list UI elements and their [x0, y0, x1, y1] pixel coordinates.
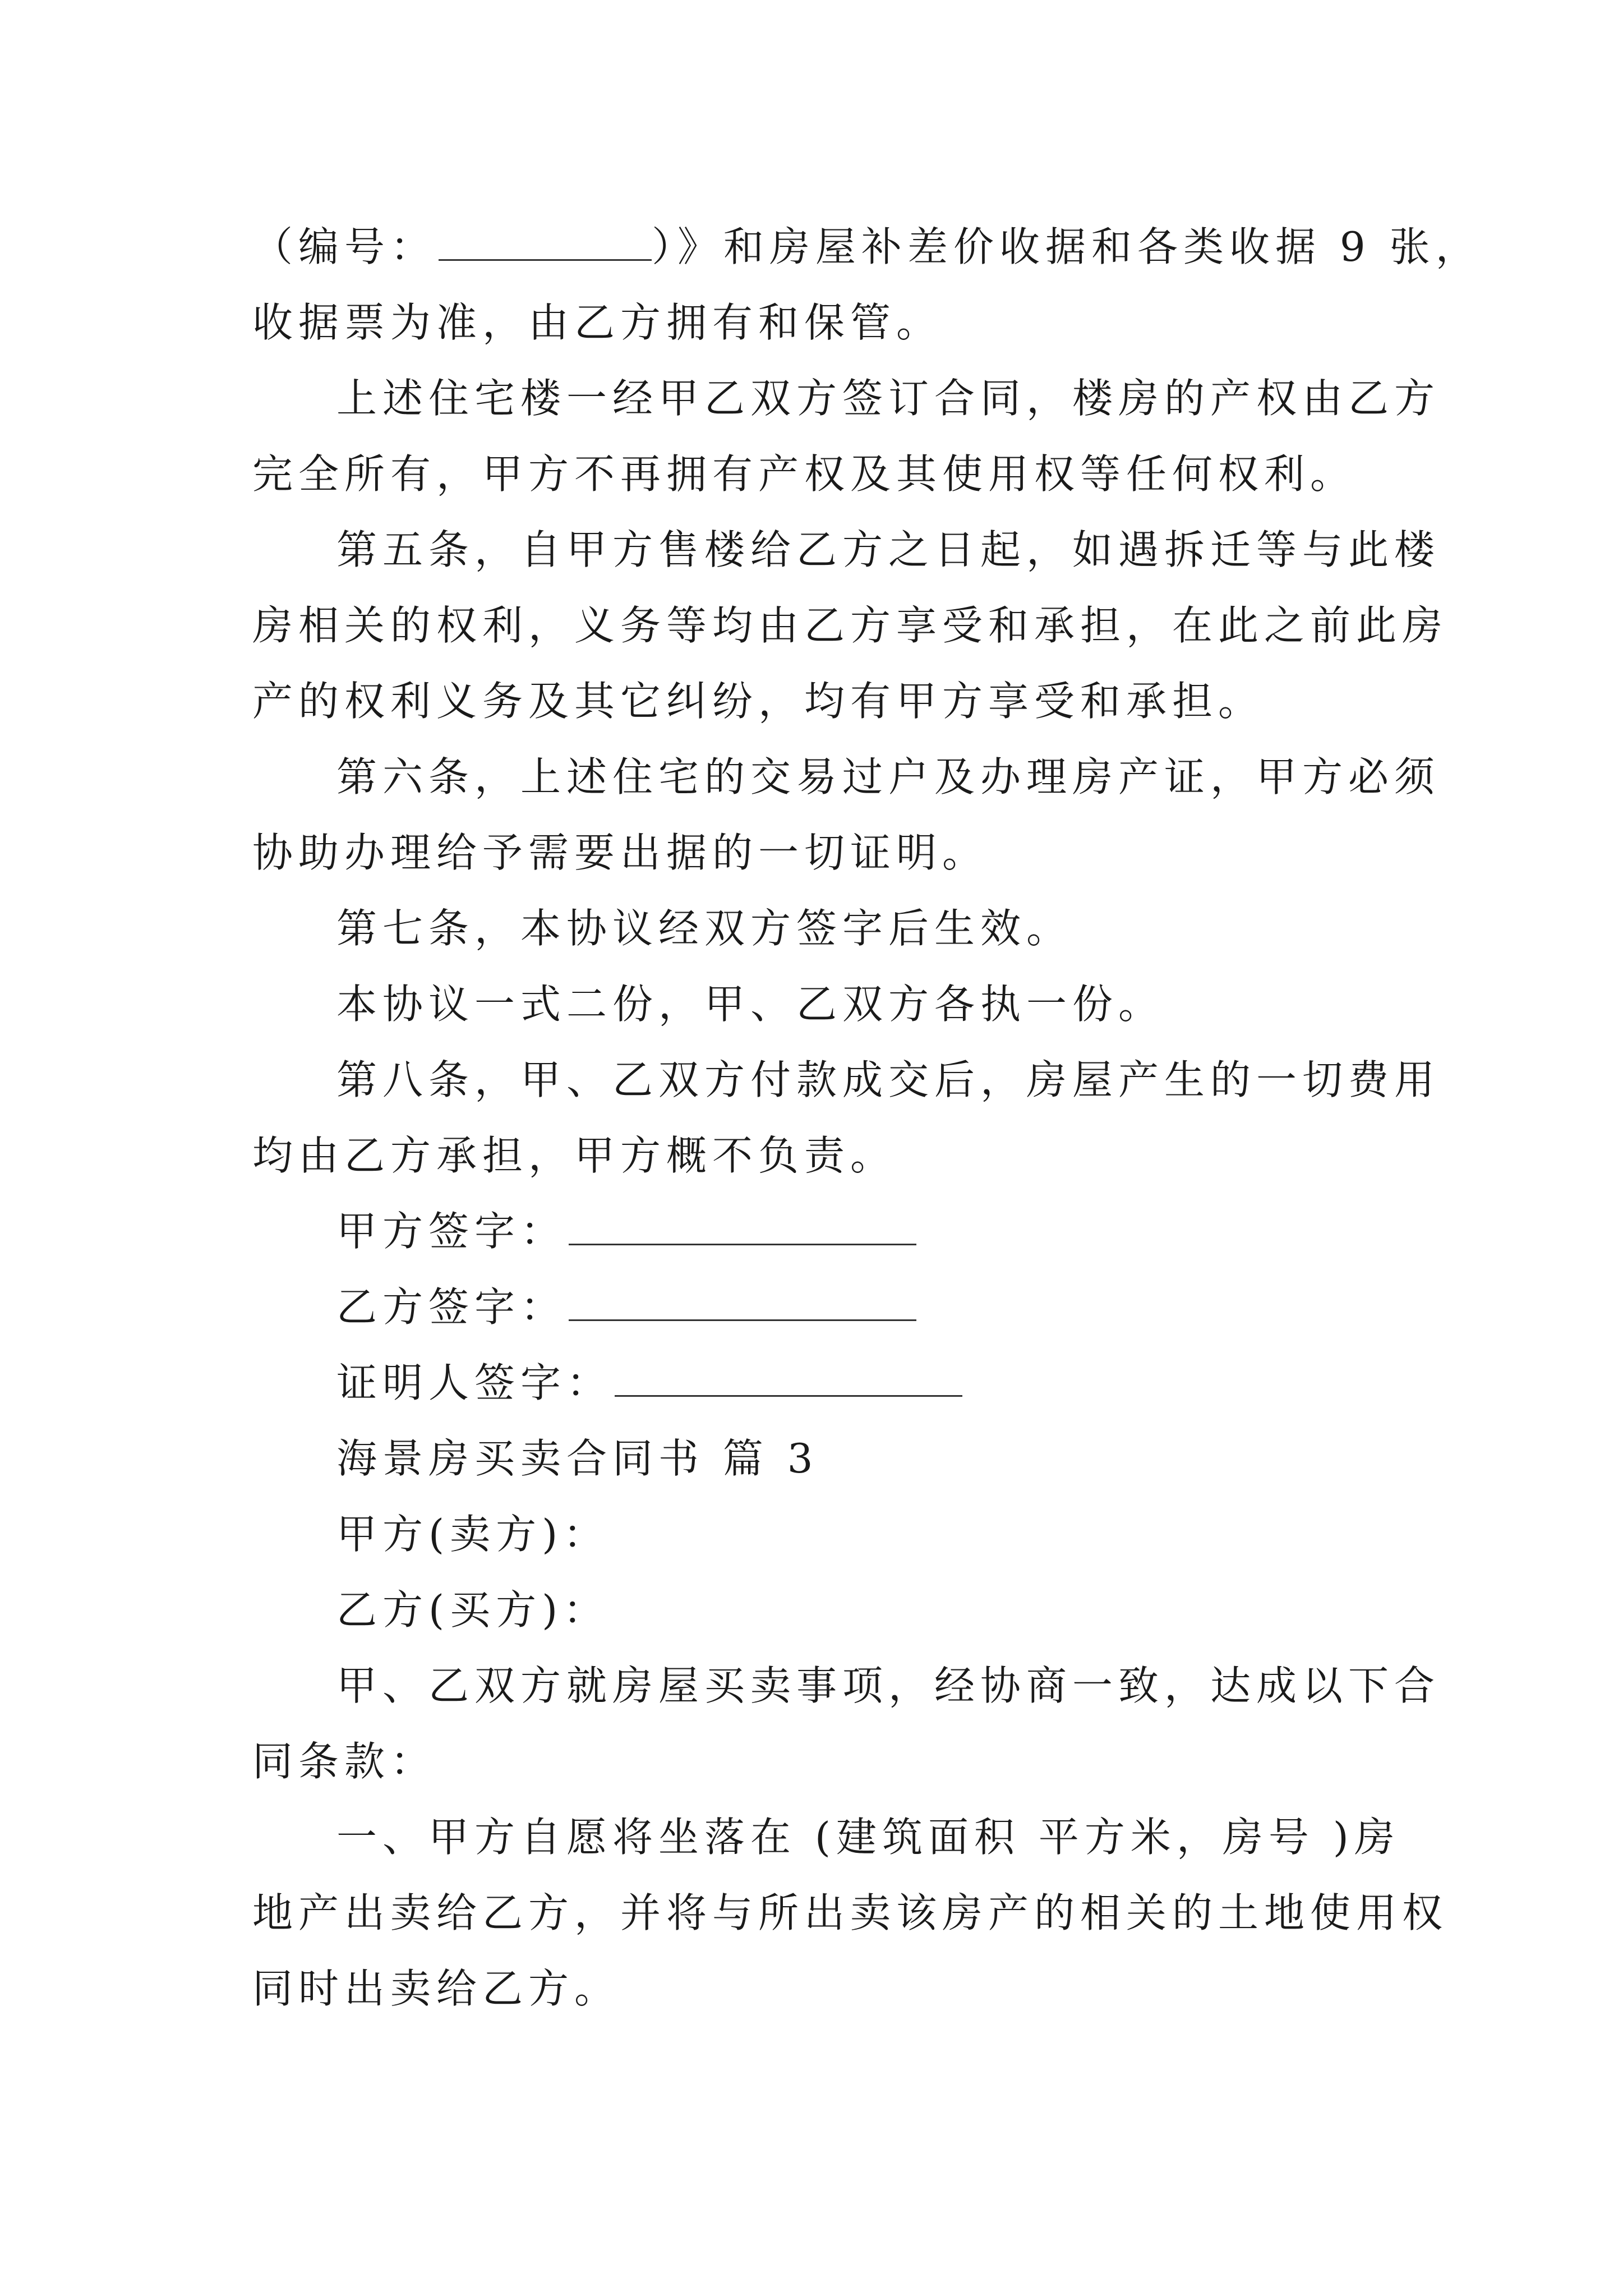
- party-a-signature-line: [336, 1206, 916, 1257]
- witness-signature-line: [336, 1358, 962, 1408]
- paragraph-line: 协助办理给予需要出据的一切证明。: [252, 829, 989, 876]
- paragraph-line: 均由乙方承担，甲方概不负责。: [252, 1132, 897, 1179]
- paragraph-line: 上述住宅楼一经甲乙双方签订合同，楼房的产权由乙方: [336, 375, 1441, 422]
- signature-label: 乙方签字：: [336, 1283, 567, 1331]
- signature-label: 证明人签字：: [336, 1359, 613, 1406]
- signature-blank: [569, 1212, 916, 1245]
- signature-blank: [615, 1364, 962, 1397]
- paragraph-line: [252, 222, 1482, 272]
- paragraph-line: 同时出卖给乙方。: [252, 1965, 621, 2012]
- paragraph-line: 同条款：: [252, 1738, 437, 1785]
- fill-in-blank: [439, 228, 652, 261]
- paragraph-line: 甲、乙双方就房屋买卖事项，经协商一致，达成以下合: [336, 1662, 1441, 1709]
- party-b-signature-line: [336, 1282, 916, 1332]
- article-5-line: 第五条，自甲方售楼给乙方之日起，如遇拆迁等与此楼: [336, 526, 1441, 573]
- line-text: ）》和房屋补差价收据和各类收据 9 张，: [652, 223, 1482, 270]
- clause-1-line: 一、甲方自愿将坐落在 (建筑面积 平方米，房号 )房: [336, 1814, 1400, 1861]
- party-a-line: 甲方(卖方)：: [336, 1511, 610, 1558]
- paragraph-line: 产的权利义务及其它纠纷，均有甲方享受和承担。: [252, 678, 1265, 725]
- signature-blank: [569, 1288, 916, 1321]
- paragraph-line: 房相关的权利，义务等均由乙方享受和承担，在此之前此房: [252, 602, 1449, 649]
- paragraph-line: 收据票为准，由乙方拥有和保管。: [252, 299, 943, 346]
- signature-label: 甲方签字：: [336, 1208, 567, 1255]
- line-text: （编号：: [252, 223, 437, 270]
- party-b-line: 乙方(买方)：: [336, 1586, 610, 1634]
- paragraph-line: 本协议一式二份，甲、乙双方各执一份。: [336, 981, 1165, 1028]
- article-7-line: 第七条，本协议经双方签字后生效。: [336, 905, 1073, 952]
- paragraph-line: 地产出卖给乙方，并将与所出卖该房产的相关的土地使用权: [252, 1889, 1449, 1936]
- article-8-line: 第八条，甲、乙双方付款成交后，房屋产生的一切费用: [336, 1056, 1441, 1103]
- section-heading: 海景房买卖合同书 篇 3: [336, 1435, 819, 1482]
- paragraph-line: 完全所有，甲方不再拥有产权及其使用权等任何权利。: [252, 450, 1357, 498]
- article-6-line: 第六条，上述住宅的交易过户及办理房产证，甲方必须: [336, 753, 1441, 800]
